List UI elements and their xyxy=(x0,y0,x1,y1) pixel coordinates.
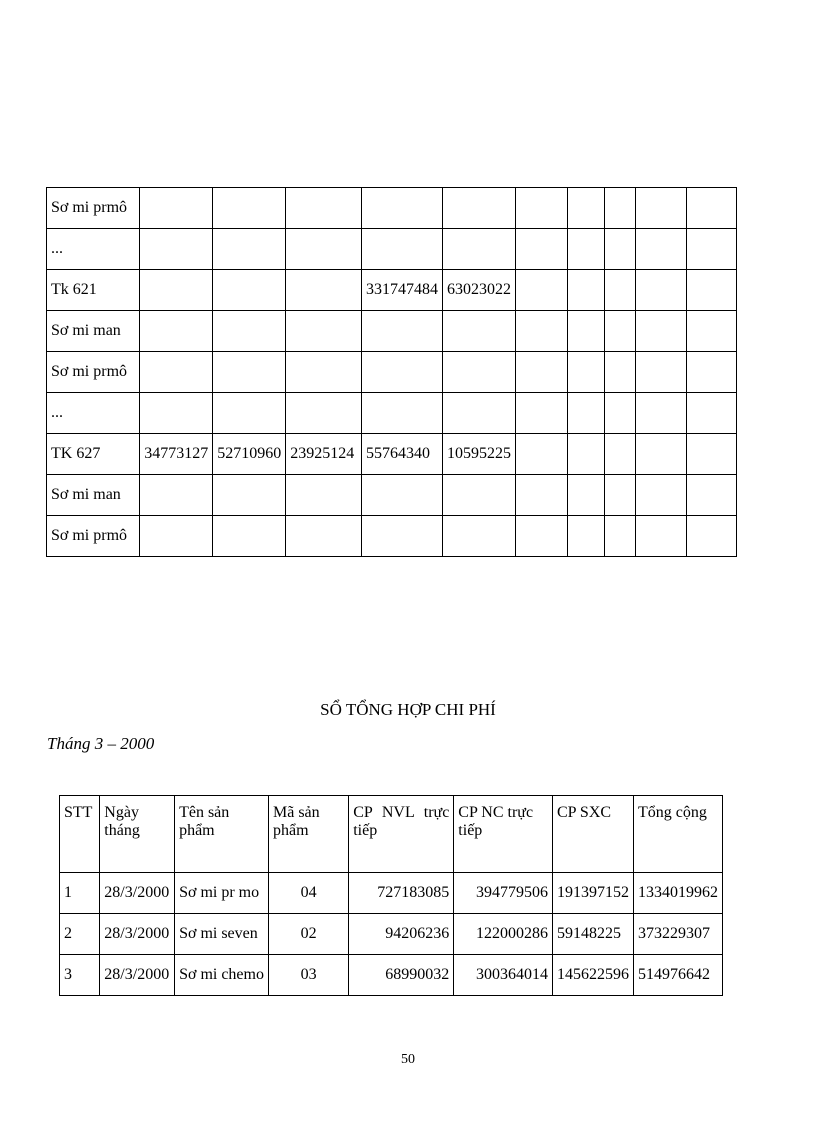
table-cell xyxy=(686,352,736,393)
table-row xyxy=(47,434,737,475)
table-cell xyxy=(140,516,213,557)
table-cell xyxy=(604,475,636,516)
table-cell: 04 xyxy=(268,873,348,914)
table-cell xyxy=(636,270,686,311)
table-cell xyxy=(604,311,636,352)
table-row xyxy=(47,393,737,434)
table-cell: 63023022 xyxy=(442,270,515,311)
table-row xyxy=(60,914,723,955)
row-label-cell: Sơ mi man xyxy=(47,475,140,516)
table-cell xyxy=(686,188,736,229)
table-cell xyxy=(686,516,736,557)
month-label: Tháng 3 – 2000 xyxy=(47,734,155,753)
table-cell xyxy=(604,516,636,557)
table-cell xyxy=(686,311,736,352)
table-cell xyxy=(286,475,362,516)
table-cell xyxy=(361,188,442,229)
table-row xyxy=(47,352,737,393)
table-cell xyxy=(568,434,604,475)
table-row xyxy=(47,516,737,557)
table-row xyxy=(60,955,723,996)
table-cell xyxy=(604,188,636,229)
table-row xyxy=(47,311,737,352)
table-cell xyxy=(604,352,636,393)
table-cell xyxy=(568,352,604,393)
upper-table-body xyxy=(47,188,737,557)
table-row xyxy=(47,229,737,270)
table-cell: 122000286 xyxy=(454,914,553,955)
table-cell xyxy=(442,188,515,229)
table-cell xyxy=(636,311,686,352)
table-cell xyxy=(140,270,213,311)
table-cell: Sơ mi seven xyxy=(175,914,269,955)
table-cell xyxy=(568,475,604,516)
row-label-cell: TK 627 xyxy=(47,434,140,475)
table-cell: 28/3/2000 xyxy=(100,873,175,914)
row-label-cell: Sơ mi prmô xyxy=(47,516,140,557)
table-cell xyxy=(686,434,736,475)
table-cell xyxy=(636,393,686,434)
table-cell xyxy=(636,188,686,229)
table-cell: 28/3/2000 xyxy=(100,914,175,955)
table-cell xyxy=(568,270,604,311)
table-cell xyxy=(515,393,567,434)
table-cell: 2 xyxy=(60,914,100,955)
table-cell xyxy=(361,311,442,352)
header-stt: STT xyxy=(60,796,100,873)
table-cell: 55764340 xyxy=(361,434,442,475)
summary-table-head xyxy=(60,796,723,873)
table-cell xyxy=(515,475,567,516)
summary-header-row xyxy=(60,796,723,873)
table-cell: 34773127 xyxy=(140,434,213,475)
table-cell xyxy=(140,352,213,393)
header-product-name: Tên sản phẩm xyxy=(175,796,269,873)
table-row xyxy=(60,873,723,914)
table-cell xyxy=(568,188,604,229)
table-cell xyxy=(568,516,604,557)
table-cell xyxy=(286,393,362,434)
upper-cost-table xyxy=(46,187,737,557)
table-cell xyxy=(140,188,213,229)
header-total: Tổng cộng xyxy=(633,796,722,873)
table-cell xyxy=(604,393,636,434)
table-cell xyxy=(636,516,686,557)
header-cp-nvl: CP NVL trực tiếp xyxy=(349,796,454,873)
table-cell xyxy=(515,516,567,557)
table-cell xyxy=(568,311,604,352)
table-cell: 59148225 xyxy=(552,914,633,955)
table-cell xyxy=(604,270,636,311)
row-label-cell: Sơ mi man xyxy=(47,311,140,352)
table-cell xyxy=(686,393,736,434)
table-cell xyxy=(361,393,442,434)
table-cell xyxy=(286,270,362,311)
table-cell xyxy=(515,188,567,229)
table-cell xyxy=(604,434,636,475)
table-cell xyxy=(568,229,604,270)
table-cell: 03 xyxy=(268,955,348,996)
table-cell xyxy=(213,352,286,393)
table-cell xyxy=(213,229,286,270)
table-cell xyxy=(686,229,736,270)
table-cell: Sơ mi pr mo xyxy=(175,873,269,914)
row-label-cell: Sơ mi prmô xyxy=(47,188,140,229)
table-cell xyxy=(442,311,515,352)
table-cell xyxy=(442,393,515,434)
table-cell: 94206236 xyxy=(349,914,454,955)
page-number: 50 xyxy=(401,1052,415,1067)
table-cell xyxy=(515,270,567,311)
table-cell xyxy=(140,475,213,516)
table-cell: 10595225 xyxy=(442,434,515,475)
table-cell xyxy=(686,475,736,516)
table-cell: 02 xyxy=(268,914,348,955)
table-cell xyxy=(140,393,213,434)
summary-table-body xyxy=(60,873,723,996)
table-cell xyxy=(213,516,286,557)
row-label-cell: Tk 621 xyxy=(47,270,140,311)
header-product-code: Mã sản phẩm xyxy=(268,796,348,873)
header-date: Ngày tháng xyxy=(100,796,175,873)
table-cell xyxy=(568,393,604,434)
table-cell xyxy=(213,393,286,434)
table-cell xyxy=(140,311,213,352)
table-cell xyxy=(286,516,362,557)
table-cell: 394779506 xyxy=(454,873,553,914)
table-row xyxy=(47,270,737,311)
table-cell: 1 xyxy=(60,873,100,914)
header-cp-sxc: CP SXC xyxy=(552,796,633,873)
table-cell: 23925124 xyxy=(286,434,362,475)
table-cell xyxy=(442,516,515,557)
table-cell xyxy=(515,311,567,352)
table-row xyxy=(47,475,737,516)
table-cell: 1334019962 xyxy=(633,873,722,914)
table-cell xyxy=(213,475,286,516)
table-cell xyxy=(140,229,213,270)
table-cell: 3 xyxy=(60,955,100,996)
table-cell xyxy=(286,188,362,229)
table-cell: 331747484 xyxy=(361,270,442,311)
page-title: SỔ TỔNG HỢP CHI PHÍ xyxy=(320,700,496,719)
table-cell xyxy=(286,229,362,270)
table-cell xyxy=(213,311,286,352)
row-label-cell: ... xyxy=(47,229,140,270)
row-label-cell: ... xyxy=(47,393,140,434)
table-cell: 727183085 xyxy=(349,873,454,914)
table-cell: 52710960 xyxy=(213,434,286,475)
table-cell xyxy=(361,475,442,516)
table-cell: 28/3/2000 xyxy=(100,955,175,996)
header-cp-nc: CP NC trực tiếp xyxy=(454,796,553,873)
table-cell xyxy=(442,229,515,270)
table-cell xyxy=(604,229,636,270)
table-cell xyxy=(515,229,567,270)
table-cell: 145622596 xyxy=(552,955,633,996)
table-cell: 68990032 xyxy=(349,955,454,996)
table-cell xyxy=(636,434,686,475)
table-row xyxy=(47,188,737,229)
table-cell: 191397152 xyxy=(552,873,633,914)
table-cell xyxy=(686,270,736,311)
table-cell xyxy=(636,352,686,393)
table-cell xyxy=(515,434,567,475)
table-cell: Sơ mi chemo xyxy=(175,955,269,996)
table-cell xyxy=(442,475,515,516)
table-cell xyxy=(361,229,442,270)
table-cell xyxy=(636,229,686,270)
table-cell xyxy=(361,352,442,393)
table-cell: 514976642 xyxy=(633,955,722,996)
table-cell: 373229307 xyxy=(633,914,722,955)
table-cell: 300364014 xyxy=(454,955,553,996)
row-label-cell: Sơ mi prmô xyxy=(47,352,140,393)
table-cell xyxy=(636,475,686,516)
table-cell xyxy=(286,352,362,393)
table-cell xyxy=(286,311,362,352)
table-cell xyxy=(213,270,286,311)
table-cell xyxy=(361,516,442,557)
table-cell xyxy=(442,352,515,393)
table-cell xyxy=(213,188,286,229)
summary-cost-table xyxy=(59,795,723,996)
table-cell xyxy=(515,352,567,393)
